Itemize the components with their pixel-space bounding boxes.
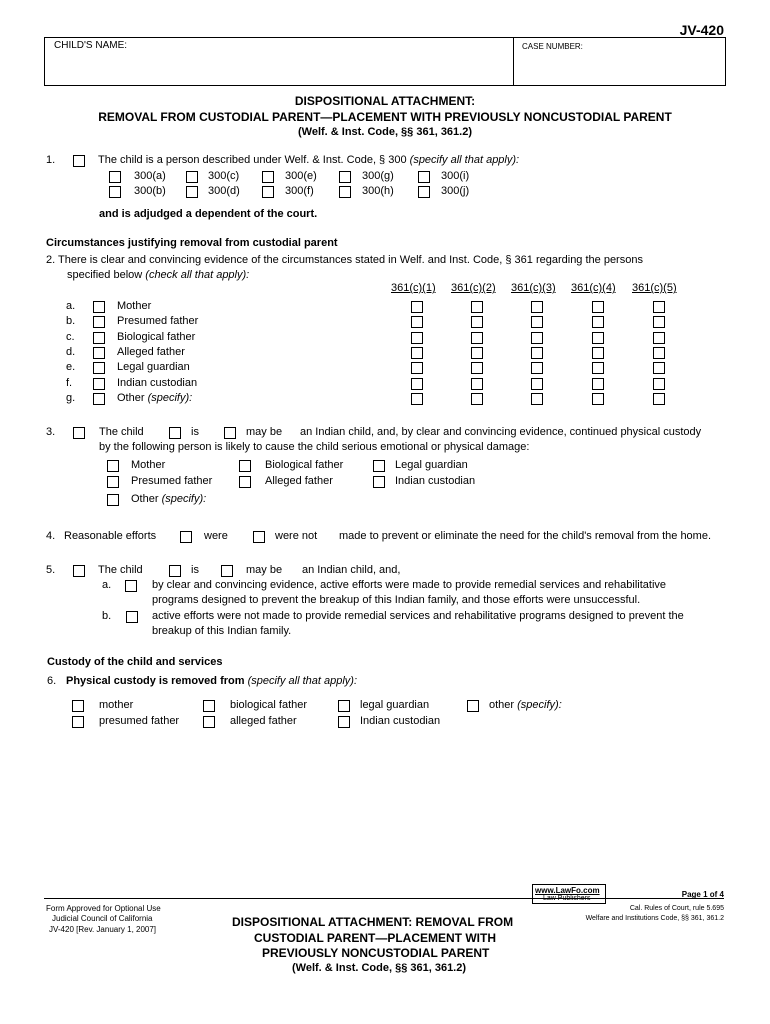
row-d-col3[interactable] — [531, 347, 543, 359]
label-300h: 300(h) — [362, 185, 394, 197]
item2-number: 2. — [46, 254, 56, 266]
item4-number: 4. — [46, 530, 56, 542]
checkbox-300e[interactable] — [262, 171, 274, 183]
item6-mother-label: mother — [99, 699, 134, 711]
row-d-letter: d. — [66, 346, 76, 358]
row-d-col2[interactable] — [471, 347, 483, 359]
adjudged-text: and is adjudged a dependent of the court. — [99, 208, 318, 220]
checkbox-300j[interactable] — [418, 186, 430, 198]
item5-b-line1: active efforts were not made to provide remedial services and rehabilitative programs designed to prevent the — [152, 610, 684, 622]
row-g-label: Other (specify): — [117, 392, 193, 404]
case-number-field[interactable] — [516, 54, 722, 82]
item4-rest: made to prevent or eliminate the need for the child's removal from the home. — [339, 530, 712, 542]
item5-is-checkbox[interactable] — [169, 565, 181, 577]
row-e-checkbox[interactable] — [93, 362, 105, 374]
item5-the-child: The child — [98, 564, 143, 576]
publisher-stamp — [532, 884, 606, 904]
item2-line1: There is clear and convincing evidence of the circumstances stated in Welf. and Inst. Code, § 361 regarding the persons — [58, 254, 643, 266]
item6-indian-custodian-label: Indian custodian — [360, 715, 441, 727]
item6-presumed-father-checkbox[interactable] — [72, 716, 84, 728]
item3-mother-checkbox[interactable] — [107, 460, 119, 472]
row-a-col1[interactable] — [411, 301, 423, 313]
item6-indian-custodian-checkbox[interactable] — [338, 716, 350, 728]
row-e-letter: e. — [66, 361, 76, 373]
row-b-letter: b. — [66, 315, 76, 327]
footer-title4: (Welf. & Inst. Code, §§ 361, 361.2) — [292, 962, 467, 974]
item3-indian-custodian-label: Indian custodian — [395, 475, 476, 487]
item3-presumed-father-checkbox[interactable] — [107, 476, 119, 488]
footer-approved: Form Approved for Optional Use — [46, 904, 161, 913]
row-b-checkbox[interactable] — [93, 316, 105, 328]
label-300i: 300(i) — [441, 170, 470, 182]
item5-may-be-label: may be — [246, 564, 283, 576]
row-g-checkbox[interactable] — [93, 393, 105, 405]
item6-other-checkbox[interactable] — [467, 700, 479, 712]
circumstances-heading: Circumstances justifying removal from custodial parent — [46, 237, 338, 249]
item6-bio-father-label: biological father — [230, 699, 308, 711]
row-c-checkbox[interactable] — [93, 332, 105, 344]
row-f-col2[interactable] — [471, 378, 483, 390]
item5-may-be-checkbox[interactable] — [221, 565, 233, 577]
label-300f: 300(f) — [285, 185, 314, 197]
form-id: JV-420 — [679, 22, 724, 38]
label-300g: 300(g) — [362, 170, 394, 182]
footer-title2: CUSTODIAL PARENT—PLACEMENT WITH — [254, 931, 496, 945]
row-c-col4[interactable] — [592, 332, 604, 344]
label-300c: 300(c) — [208, 170, 240, 182]
item6-other-label: other (specify): — [489, 699, 562, 711]
row-e-col5[interactable] — [653, 362, 665, 374]
item4-were-checkbox[interactable] — [180, 531, 192, 543]
row-b-col4[interactable] — [592, 316, 604, 328]
row-f-checkbox[interactable] — [93, 378, 105, 390]
footer-rev: JV-420 [Rev. January 1, 2007] — [49, 925, 157, 934]
col-361c2: 361(c)(2) — [451, 282, 496, 294]
item4-were-not-label: were not — [275, 530, 318, 542]
label-300a: 300(a) — [134, 170, 166, 182]
item6-alleged-father-label: alleged father — [230, 715, 297, 727]
item4-label: Reasonable efforts — [64, 530, 157, 542]
row-c-col2[interactable] — [471, 332, 483, 344]
col-361c4: 361(c)(4) — [571, 282, 616, 294]
footer-title1: DISPOSITIONAL ATTACHMENT: REMOVAL FROM — [232, 915, 514, 929]
row-g-col1[interactable] — [411, 393, 423, 405]
item3-other-checkbox[interactable] — [107, 494, 119, 506]
row-e-col3[interactable] — [531, 362, 543, 374]
publisher-line1: www.LawFo.com — [535, 886, 600, 895]
item3-is-checkbox[interactable] — [169, 427, 181, 439]
checkbox-300c[interactable] — [186, 171, 198, 183]
item5-a-line1: by clear and convincing evidence, active efforts were made to provide remedial services and rehabilitative — [152, 579, 667, 591]
checkbox-300i[interactable] — [418, 171, 430, 183]
row-c-col5[interactable] — [653, 332, 665, 344]
row-f-letter: f. — [66, 377, 73, 389]
row-g-col5[interactable] — [653, 393, 665, 405]
row-c-col1[interactable] — [411, 332, 423, 344]
row-f-col3[interactable] — [531, 378, 543, 390]
checkbox-300b[interactable] — [109, 186, 121, 198]
item5-a-letter: a. — [102, 579, 112, 591]
item6-legal-guardian-label: legal guardian — [360, 699, 430, 711]
row-e-col1[interactable] — [411, 362, 423, 374]
item5-checkbox[interactable] — [73, 565, 85, 577]
case-number-label: CASE NUMBER: — [522, 42, 583, 51]
item6-label: Physical custody is removed from (specify all that apply): — [66, 675, 358, 687]
row-f-col1[interactable] — [411, 378, 423, 390]
row-b-col5[interactable] — [653, 316, 665, 328]
label-300j: 300(j) — [441, 185, 470, 197]
row-c-label: Biological father — [117, 331, 196, 343]
header-divider — [513, 37, 514, 85]
item5-b-line2: breakup of this Indian family. — [152, 625, 292, 637]
row-g-col2[interactable] — [471, 393, 483, 405]
item3-may-be-label: may be — [246, 426, 283, 438]
item3-may-be-checkbox[interactable] — [224, 427, 236, 439]
row-b-label: Presumed father — [117, 315, 199, 327]
row-b-col2[interactable] — [471, 316, 483, 328]
custody-heading: Custody of the child and services — [47, 656, 223, 668]
item3-other-label: Other (specify): — [131, 493, 207, 505]
checkbox-300d[interactable] — [186, 186, 198, 198]
footer-page: Page 1 of 4 — [681, 890, 724, 899]
item6-bio-father-checkbox[interactable] — [203, 700, 215, 712]
row-a-col4[interactable] — [592, 301, 604, 313]
item5-rest: an Indian child, and, — [302, 564, 401, 576]
item3-is-label: is — [191, 426, 199, 438]
item5-number: 5. — [46, 564, 56, 576]
footer-council: Judicial Council of California — [52, 914, 153, 923]
row-b-col3[interactable] — [531, 316, 543, 328]
footer-divider — [44, 898, 724, 899]
item5-a-checkbox[interactable] — [125, 580, 137, 592]
row-d-col1[interactable] — [411, 347, 423, 359]
item6-legal-guardian-checkbox[interactable] — [338, 700, 350, 712]
checkbox-300f[interactable] — [262, 186, 274, 198]
row-d-label: Alleged father — [117, 346, 185, 358]
title-line1: DISPOSITIONAL ATTACHMENT: — [294, 94, 476, 108]
item3-mother-label: Mother — [131, 459, 166, 471]
item6-alleged-father-checkbox[interactable] — [203, 716, 215, 728]
row-a-col3[interactable] — [531, 301, 543, 313]
checkbox-300h[interactable] — [339, 186, 351, 198]
child-name-field[interactable] — [46, 54, 511, 82]
row-c-col3[interactable] — [531, 332, 543, 344]
item5-b-letter: b. — [102, 610, 112, 622]
item3-bio-father-label: Biological father — [265, 459, 344, 471]
row-d-col5[interactable] — [653, 347, 665, 359]
row-d-col4[interactable] — [592, 347, 604, 359]
row-e-col2[interactable] — [471, 362, 483, 374]
row-f-col4[interactable] — [592, 378, 604, 390]
item3-presumed-father-label: Presumed father — [131, 475, 213, 487]
title-line3: (Welf. & Inst. Code, §§ 361, 361.2) — [297, 126, 473, 138]
row-a-letter: a. — [66, 300, 76, 312]
row-g-col3[interactable] — [531, 393, 543, 405]
item3-legal-guardian-checkbox[interactable] — [373, 460, 385, 472]
item1-checkbox[interactable] — [73, 155, 85, 167]
item6-number: 6. — [47, 675, 57, 687]
row-a-col2[interactable] — [471, 301, 483, 313]
col-361c5: 361(c)(5) — [632, 282, 677, 294]
footer-code: Welfare and Institutions Code, §§ 361, 361.2 — [585, 915, 724, 922]
label-300d: 300(d) — [208, 185, 240, 197]
item2-line2: specified below (check all that apply): — [67, 269, 250, 281]
item1-text: The child is a person described under Welf. & Inst. Code, § 300 (specify all that apply): — [98, 154, 520, 166]
item3-checkbox[interactable] — [73, 427, 85, 439]
child-name-label: CHILD'S NAME: — [54, 40, 128, 51]
item4-were-label: were — [204, 530, 228, 542]
footer-rules: Cal. Rules of Court, rule 5.695 — [629, 905, 724, 912]
item3-alleged-father-checkbox[interactable] — [239, 476, 251, 488]
item3-number: 3. — [46, 426, 56, 438]
row-g-col4[interactable] — [592, 393, 604, 405]
item1-number: 1. — [46, 154, 56, 166]
row-e-col4[interactable] — [592, 362, 604, 374]
checkbox-300g[interactable] — [339, 171, 351, 183]
publisher-line2: Law Publishers — [543, 895, 591, 902]
item3-legal-guardian-label: Legal guardian — [395, 459, 468, 471]
row-g-letter: g. — [66, 392, 76, 404]
row-a-label: Mother — [117, 300, 152, 312]
item3-indian-custodian-checkbox[interactable] — [373, 476, 385, 488]
row-e-label: Legal guardian — [117, 361, 190, 373]
row-f-label: Indian custodian — [117, 377, 198, 389]
row-f-col5[interactable] — [653, 378, 665, 390]
item4-were-not-checkbox[interactable] — [253, 531, 265, 543]
col-361c3: 361(c)(3) — [511, 282, 556, 294]
item3-line2: by the following person is likely to cause the child serious emotional or physical damage: — [99, 441, 530, 453]
item5-b-checkbox[interactable] — [126, 611, 138, 623]
label-300b: 300(b) — [134, 185, 166, 197]
item3-alleged-father-label: Alleged father — [265, 475, 333, 487]
row-d-checkbox[interactable] — [93, 347, 105, 359]
item3-rest: an Indian child, and, by clear and convincing evidence, continued physical custody — [300, 426, 702, 438]
item5-is-label: is — [191, 564, 199, 576]
item6-presumed-father-label: presumed father — [99, 715, 180, 727]
row-b-col1[interactable] — [411, 316, 423, 328]
item3-the-child: The child — [99, 426, 144, 438]
row-a-col5[interactable] — [653, 301, 665, 313]
checkbox-300a[interactable] — [109, 171, 121, 183]
item3-bio-father-checkbox[interactable] — [239, 460, 251, 472]
row-c-letter: c. — [66, 331, 75, 343]
footer-title3: PREVIOUSLY NONCUSTODIAL PARENT — [262, 946, 490, 960]
item6-mother-checkbox[interactable] — [72, 700, 84, 712]
title-line2: REMOVAL FROM CUSTODIAL PARENT—PLACEMENT WITH PREVIOUSLY NONCUSTODIAL PARENT — [98, 110, 672, 124]
row-a-checkbox[interactable] — [93, 301, 105, 313]
label-300e: 300(e) — [285, 170, 317, 182]
item5-a-line2: programs designed to prevent the breakup of this Indian family, and those efforts were unsuccessful. — [152, 594, 641, 606]
col-361c1: 361(c)(1) — [391, 282, 436, 294]
